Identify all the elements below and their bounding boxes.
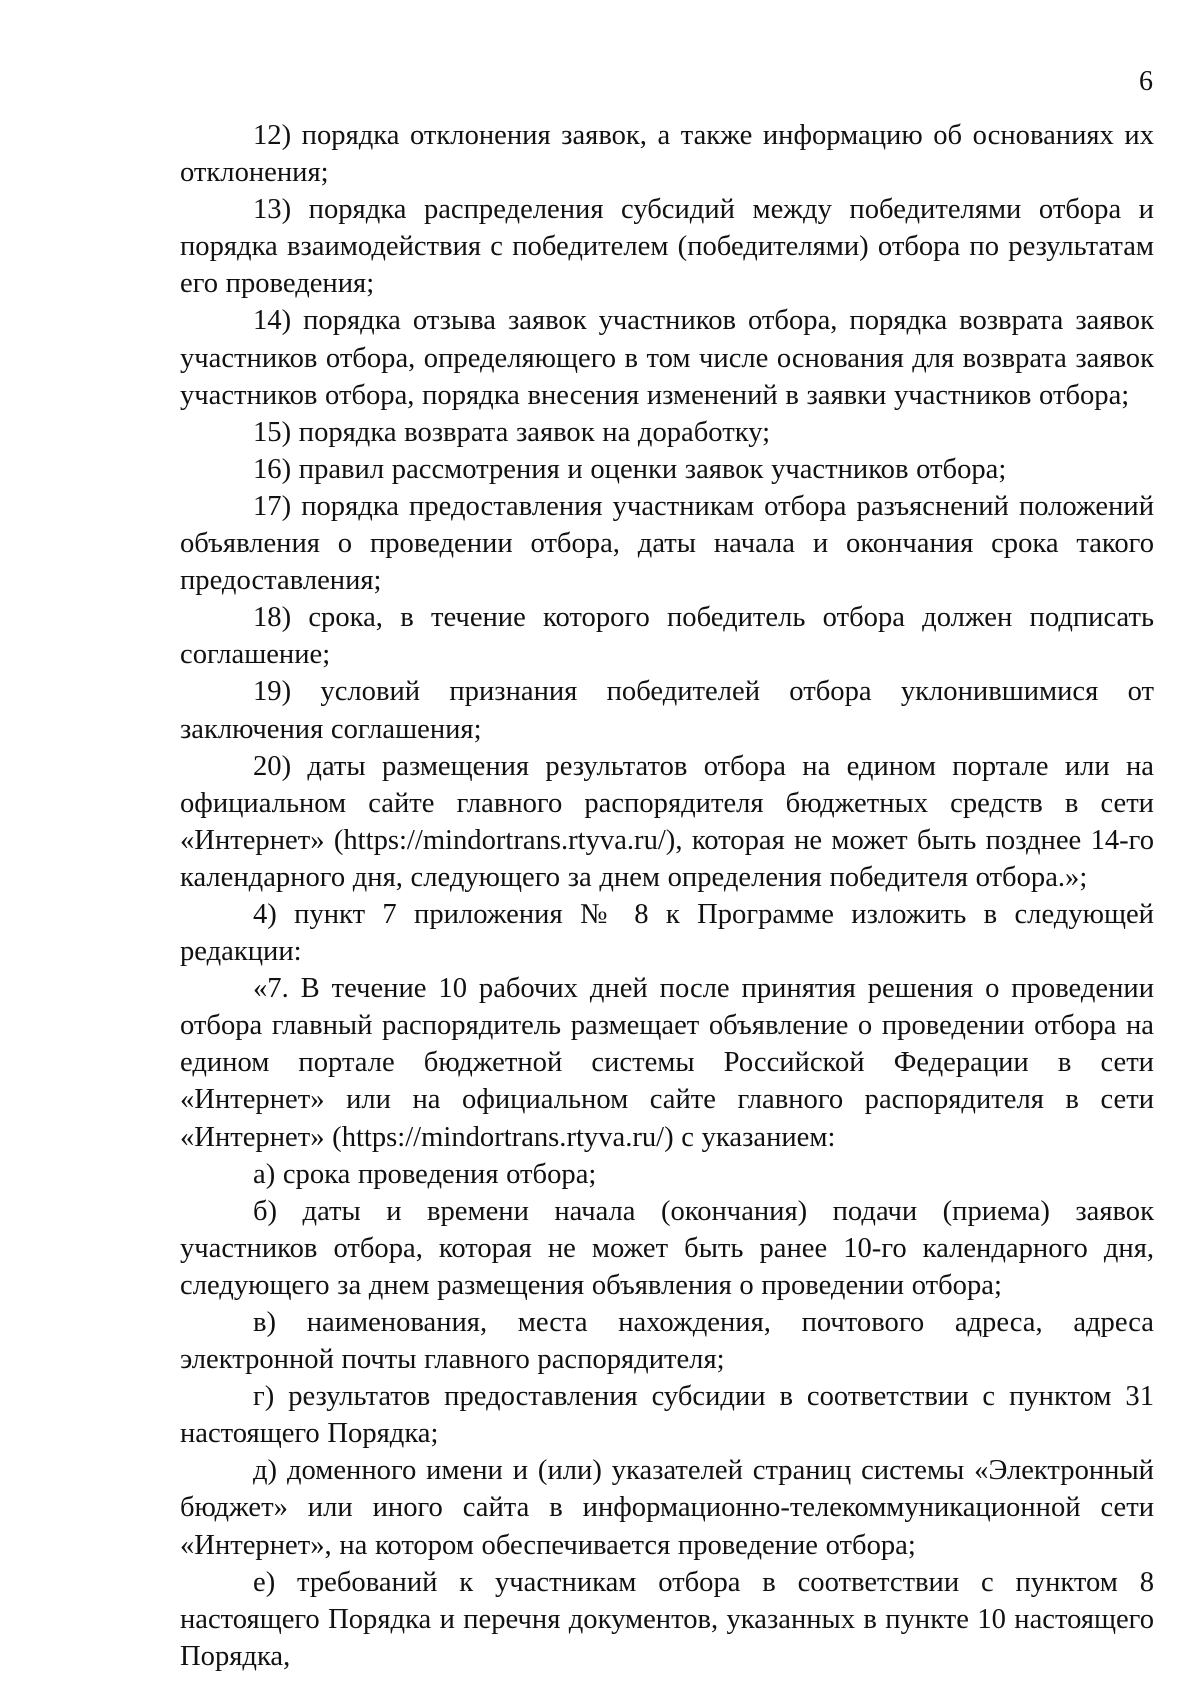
paragraph-subitem-d: д) доменного имени и (или) указателей страниц системы «Электронный бюджет» или иного сайта в информационно-телекоммуникационной сети «Интернет», на котором обеспечивается проведение отбора; (180, 1455, 1154, 1561)
paragraph-subitem-v: в) наименования, места нахождения, почтового адреса, адреса электронной почты главного распорядителя; (180, 1307, 1154, 1376)
paragraph-amendment-4: 4) пункт 7 приложения № 8 к Программе изложить в следующей редакции: (180, 898, 1154, 968)
paragraph-subitem-e: е) требований к участникам отбора в соответствии с пунктом 8 настоящего Порядка и перечня документов, указанных в пункте 10 настоящего Порядка, (180, 1566, 1154, 1672)
paragraph-item-20: 20) даты размещения результатов отбора на едином портале или на официальном сайте главного распорядителя бюджетных средств в сети «Интернет» (https://mindortrans.rtyva.ru/), которая не может быть позднее 14-го календарного дня, следующего за днем определения победителя отбора.»; (180, 750, 1154, 893)
paragraph-clause-7: «7. В течение 10 рабочих дней после принятия решения о проведении отбора главный распорядитель размещает объявление о проведении отбора на едином портале бюджетной системы Российской Федерации в сети «Интернет» или на официальном сайте главного распорядителя в сети «Интернет» (https://mindortrans.rtyva.ru/) с указанием: (180, 973, 1154, 1153)
paragraph-item-18: 18) срока, в течение которого победитель отбора должен подписать соглашение; (180, 602, 1154, 671)
paragraph-subitem-a: а) срока проведения отбора; (253, 1158, 597, 1190)
paragraph-item-13: 13) порядка распределения субсидий между победителями отбора и порядка взаимодействия с победителем (победителями) отбора по результатам его проведения; (180, 194, 1154, 300)
paragraph-subitem-g: г) результатов предоставления субсидии в соответствии с пунктом 31 настоящего Порядка; (180, 1381, 1154, 1450)
paragraph-item-12: 12) порядка отклонения заявок, а также информацию об основаниях их отклонения; (180, 120, 1154, 189)
page-number: 6 (1139, 66, 1153, 97)
paragraph-item-16: 16) правил рассмотрения и оценки заявок участников отбора; (253, 453, 1007, 485)
paragraph-item-19: 19) условий признания победителей отбора уклонившимися от заключения соглашения; (180, 676, 1154, 745)
paragraph-subitem-b: б) даты и времени начала (окончания) подачи (приема) заявок участников отбора, которая не может быть ранее 10-го календарного дня, следующего за днем размещения объявления о проведении отбора; (180, 1195, 1154, 1301)
paragraph-item-15: 15) порядка возврата заявок на доработку; (253, 416, 771, 448)
paragraph-item-14: 14) порядка отзыва заявок участников отбора, порядка возврата заявок участников отбора, определяющего в том числе основания для возврата заявок участников отбора, порядка внесения изменений в заявки участников отбора; (180, 305, 1154, 411)
paragraph-item-17: 17) порядка предоставления участникам отбора разъяснений положений объявления о проведении отбора, даты начала и окончания срока такого предоставления; (180, 490, 1154, 597)
document-body (180, 117, 1154, 1675)
